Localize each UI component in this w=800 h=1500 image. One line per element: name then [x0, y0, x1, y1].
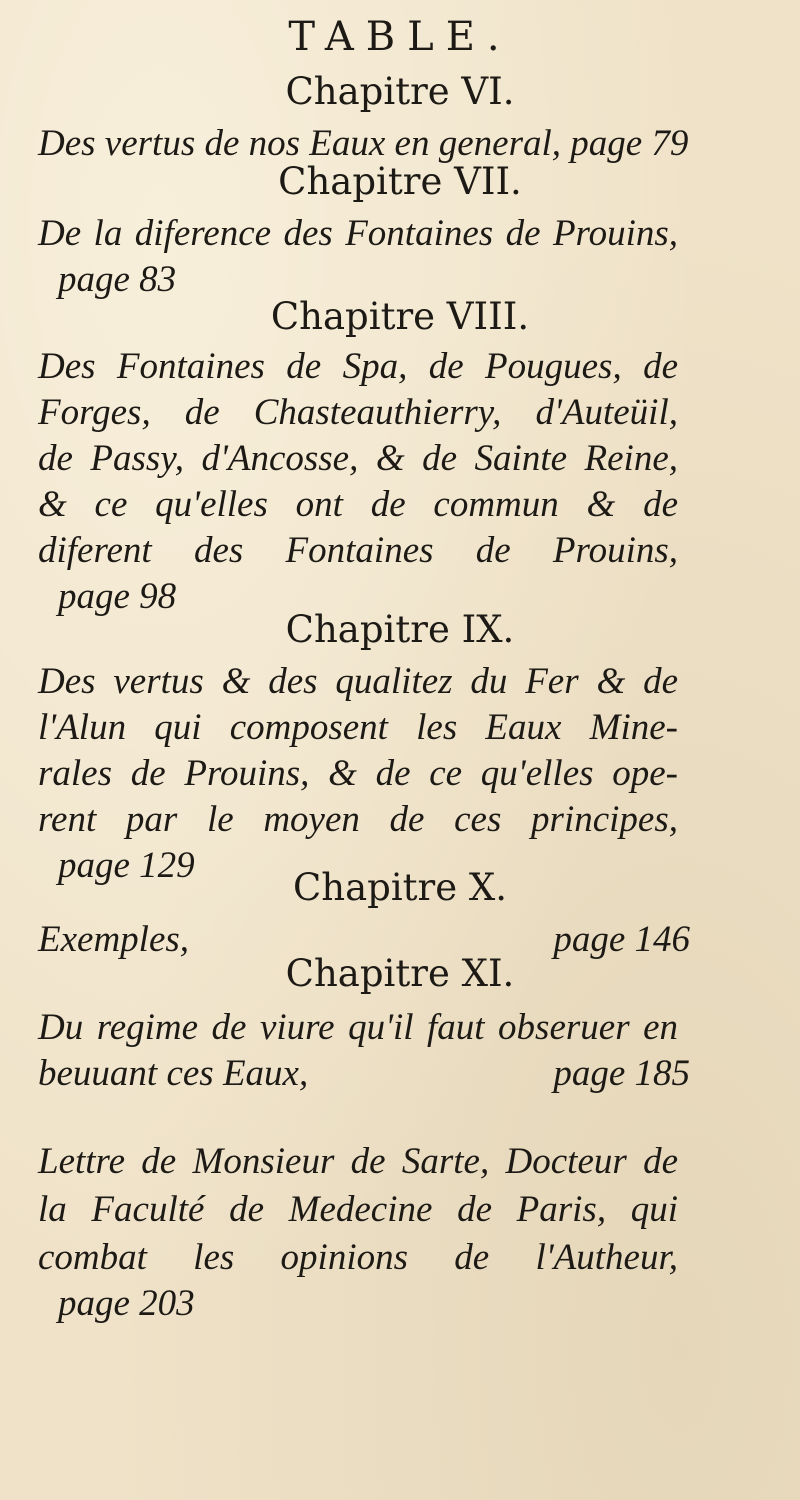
- toc-line: Des vertus de nos Eaux en general, page 79: [38, 123, 689, 164]
- toc-line: page 129: [58, 845, 195, 886]
- chapter-heading: Chapitre VII.: [278, 160, 522, 203]
- toc-line: Des Fontaines de Spa, de Pougues, de: [38, 346, 678, 387]
- page-reference: page 146: [553, 919, 690, 960]
- toc-line: De la diference des Fontaines de Prouins,: [38, 213, 678, 254]
- toc-line: combat les opinions de l'Autheur,: [38, 1237, 678, 1278]
- toc-line: page 98: [58, 576, 177, 617]
- toc-line: la Faculté de Medecine de Paris, qui: [38, 1189, 678, 1230]
- page-title: TABLE.: [288, 14, 512, 60]
- page-reference: page 185: [553, 1053, 690, 1094]
- toc-line: Du regime de viure qu'il faut obseruer en: [38, 1007, 678, 1048]
- toc-line: Des vertus & des qualitez du Fer & de: [38, 661, 678, 702]
- toc-line: Exemples,: [38, 919, 190, 960]
- chapter-heading: Chapitre VIII.: [270, 295, 530, 338]
- toc-line: beuuant ces Eaux,: [38, 1053, 309, 1094]
- toc-line: de Passy, d'Ancosse, & de Sainte Reine,: [38, 438, 678, 479]
- chapter-heading: Chapitre VI.: [285, 70, 515, 113]
- chapter-heading: Chapitre IX.: [285, 608, 515, 651]
- toc-line: l'Alun qui composent les Eaux Mine-: [38, 707, 678, 748]
- toc-line: page 83: [58, 259, 177, 300]
- toc-line: rales de Prouins, & de ce qu'elles ope-: [38, 753, 678, 794]
- toc-line: Forges, de Chasteauthierry, d'Auteüil,: [38, 392, 678, 433]
- toc-line: rent par le moyen de ces principes,: [38, 799, 678, 840]
- toc-line: & ce qu'elles ont de commun & de: [38, 484, 678, 525]
- chapter-heading: Chapitre X.: [292, 866, 508, 909]
- chapter-heading: Chapitre XI.: [285, 952, 515, 995]
- toc-line: Lettre de Monsieur de Sarte, Docteur de: [38, 1141, 678, 1182]
- toc-line: diferent des Fontaines de Prouins,: [38, 530, 678, 571]
- toc-line: page 203: [58, 1283, 195, 1324]
